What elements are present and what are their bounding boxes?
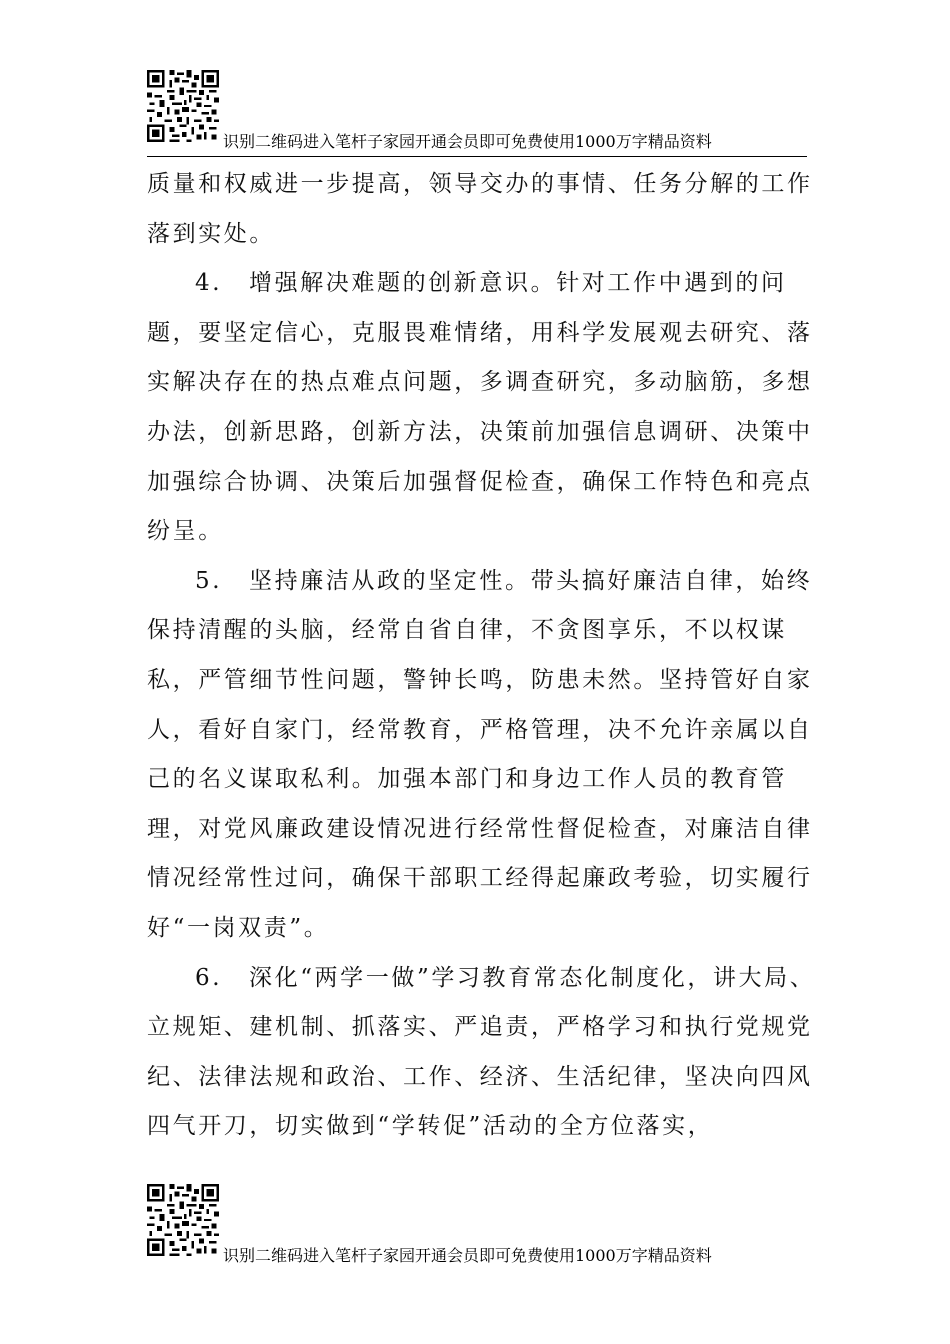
paragraph [147, 259, 817, 557]
paragraph-number: 5. [195, 567, 223, 594]
header-text: 识别二维码进入笔杆子家园开通会员即可免费使用1000万字精品资料 [223, 132, 712, 151]
page-header [147, 70, 807, 157]
paragraph-text: 增强解决难题的创新意识。针对工作中遇到的问题，要坚定信心，克服畏难情绪，用科学发展观去研究、落实解决存在的热点难点问题，多调查研究，多动脑筋，多想办法，创新思路，创新方法，决策前加强信息调研、决策中加强综合协调、决策后加强督促检查，确保工作特色和亮点纷呈。 [147, 270, 813, 545]
page-footer [147, 1184, 807, 1270]
document-body [147, 160, 817, 1152]
paragraph [147, 557, 817, 954]
paragraph-number: 6. [195, 964, 223, 991]
footer-text: 识别二维码进入笔杆子家园开通会员即可免费使用1000万字精品资料 [223, 1246, 712, 1265]
paragraph-number: 4. [195, 270, 223, 297]
qr-code-icon [147, 1184, 219, 1256]
paragraph-text: 质量和权威进一步提高，领导交办的事情、任务分解的工作落到实处。 [147, 171, 813, 247]
paragraph [147, 954, 817, 1152]
paragraph [147, 160, 817, 259]
paragraph-text: 深化“两学一做”学习教育常态化制度化，讲大局、立规矩、建机制、抓落实、严追责，严格学习和执行党规党纪、法律法规和政治、工作、经济、生活纪律，坚决向四风四气开刀，切实做到“学转促”活动的全方位落实， [147, 964, 816, 1140]
paragraph-text: 坚持廉洁从政的坚定性。带头搞好廉洁自律，始终保持清醒的头脑，经常自省自律，不贪图享乐，不以权谋私，严管细节性问题，警钟长鸣，防患未然。坚持管好自家人，看好自家门，经常教育，严格管理，决不允许亲属以自己的名义谋取私利。加强本部门和身边工作人员的教育管理，对党风廉政建设情况进行经常性督促检查，对廉洁自律情况经常性过问，确保干部职工经得起廉政考验，切实履行好“一岗双责”。 [147, 567, 813, 941]
qr-code-icon [147, 70, 219, 142]
